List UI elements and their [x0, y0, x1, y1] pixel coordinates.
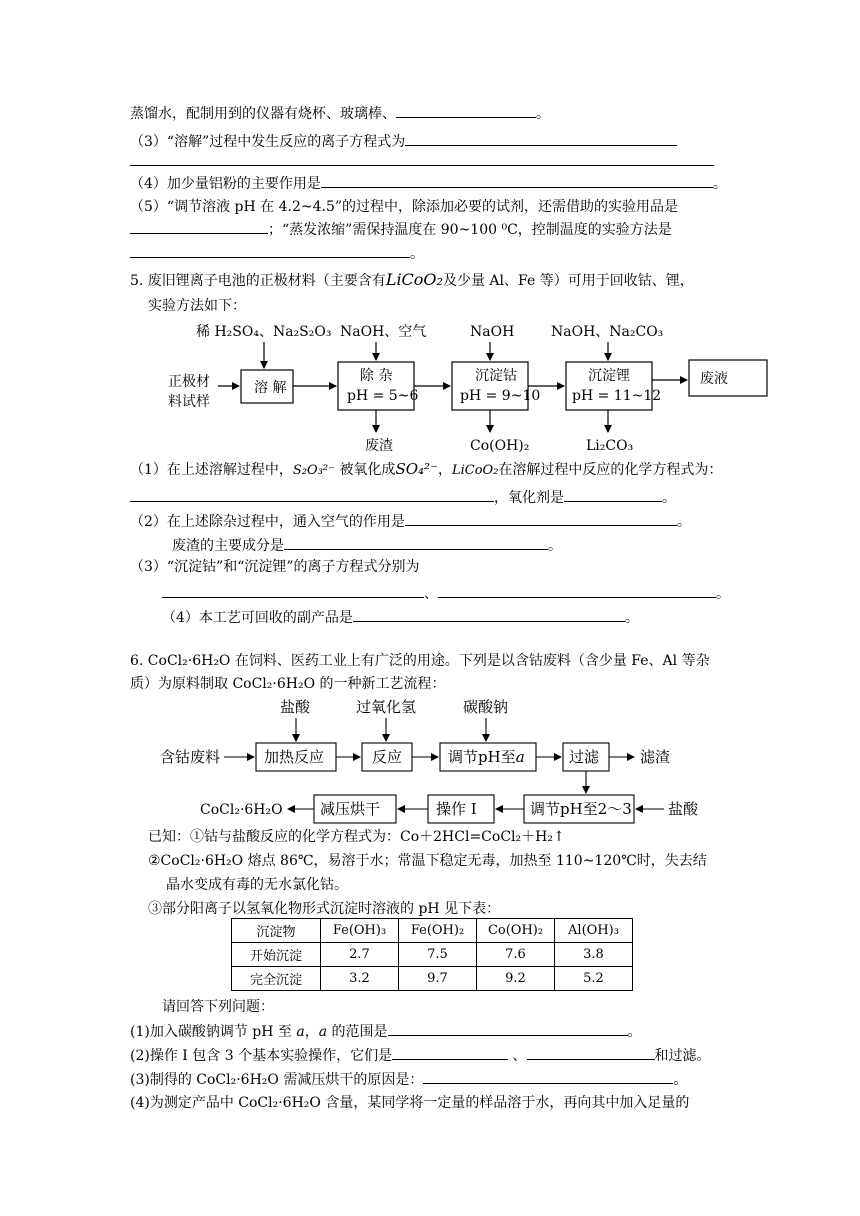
punct: 、: [512, 1048, 527, 1064]
punct: 。: [712, 176, 727, 192]
table-row: [232, 943, 633, 967]
q4-line1-text: 蒸馏水，配制用到的仪器有烧杯、玻璃棒、: [130, 106, 396, 122]
table-header-cell: Co(OH)₂: [477, 919, 555, 943]
formula-licoo2: LiCoO₂: [385, 270, 443, 289]
q5-box-1-label: 溶 解: [254, 380, 287, 396]
table-cell: 完全沉淀: [232, 967, 321, 991]
q6-box-7-label: 调节pH至2～3: [530, 800, 632, 818]
table-row: [232, 967, 633, 991]
q6-product: CoCl₂·6H₂O: [200, 802, 283, 818]
q6-acid: 盐酸: [668, 800, 699, 818]
q6-box-2-label: 反应: [372, 748, 403, 766]
q5-intro-c: 实验方法如下：: [148, 298, 246, 314]
q5-reagent-3: NaOH: [470, 324, 515, 340]
punct: 。: [662, 490, 676, 506]
q6-q1-a: (1)加入碳酸钠调节 pH 至: [130, 1024, 292, 1040]
table-cell: 开始沉淀: [232, 943, 321, 967]
q5-box-3-label-b: pH = 9~10: [460, 388, 541, 404]
q6-box-5-label: 减压烘干: [320, 800, 381, 818]
q4-part4-text: （4）加少量铝粉的主要作用是: [130, 176, 321, 192]
q6-q1: [130, 1022, 642, 1041]
q5-product-1: 废渣: [365, 438, 393, 454]
answer-blank[interactable]: [388, 1022, 628, 1036]
q4-part3-text: （3）“溶解”过程中发生反应的离子方程式为: [130, 134, 406, 150]
q5-product-2: Co(OH)₂: [470, 438, 530, 454]
q6-q1-c: 的范围是: [331, 1024, 388, 1040]
q5-input-2: 料试样: [168, 394, 210, 410]
table-cell: 7.6: [477, 943, 555, 967]
punct: 。: [627, 1024, 642, 1040]
q5-reagent-4: NaOH、Na₂CO₃: [551, 324, 664, 340]
q6-q2: [130, 1046, 711, 1065]
punct: ，: [304, 1024, 319, 1040]
formula-licoo2: LiCoO₂: [451, 463, 499, 478]
q6-box-3-label: [448, 748, 525, 766]
q4-part5a-text: （5）“调节溶液 pH 在 4.2~4.5”的过程中，除添加必要的试剂，还需借助的实验用品是: [130, 199, 679, 215]
table-header-row: [232, 919, 633, 943]
punct: 。: [536, 106, 550, 122]
punct: 、: [424, 586, 438, 602]
table-cell: 2.7: [321, 943, 399, 967]
punct: ，: [437, 462, 452, 478]
q6-reagent-1: 盐酸: [280, 698, 311, 716]
q5-part1-a: （1）在上述溶解过程中，: [130, 462, 293, 478]
q4-part5b-text: ；“蒸发浓缩”需保持温度在 90~100 ⁰C，控制温度的实验方法是: [268, 222, 672, 238]
q5-reagent-1: 稀 H₂SO₄、Na₂S₂O₃: [196, 324, 332, 340]
q6-intro-a: 6. CoCl₂·6H₂O 在饲料、医药工业上有广泛的用途。下列是以含钴废料（含少量 Fe、Al 等杂: [130, 653, 710, 669]
q6-known-1: 已知：①钴与盐酸反应的化学方程式为：Co＋2HCl=CoCl₂＋H₂↑: [148, 829, 565, 845]
q5-box-2-label-b: pH = 5~6: [347, 388, 419, 404]
table-cell: 3.2: [321, 967, 399, 991]
q5-part1-d: 在溶解过程中反应的化学方程式为：: [498, 462, 723, 478]
table-cell: 7.5: [399, 943, 477, 967]
q6-box-3-text: 调节pH至: [448, 748, 516, 766]
q5-part2-b: 废渣的主要成分是: [172, 538, 284, 554]
q6-intro-b: 质）为原料制取 CoCl₂·6H₂O 的一种新工艺流程：: [130, 676, 446, 692]
q5-part1-e: ，氧化剂是: [494, 490, 564, 506]
q5-part2-a: （2）在上述除杂过程中，通入空气的作用是: [130, 514, 405, 530]
q6-ask: 请回答下列问题：: [162, 999, 274, 1015]
q6-q2-a: (2)操作 I 包含 3 个基本实验操作，它们是: [130, 1048, 393, 1064]
q6-box-6-label: 操作 I: [436, 800, 477, 818]
q6-reagent-3: 碳酸钠: [463, 698, 509, 716]
q5-box-5-label: 废液: [700, 371, 728, 387]
var-a: a: [515, 748, 525, 766]
q5-intro-b: 及少量 Al、Fe 等）可用于回收钴、锂，: [442, 273, 694, 289]
q6-q4: (4)为测定产品中 CoCl₂·6H₂O 含量，某同学将一定量的样品溶于水，再向其中加入足量的: [130, 1095, 690, 1111]
q6-q2-b: 和过滤。: [654, 1048, 711, 1064]
table-header-cell: 沉淀物: [232, 919, 321, 943]
punct: 。: [716, 586, 730, 602]
ion-thiosulfate: S₂O₃²⁻: [292, 463, 335, 478]
table-cell: 9.2: [477, 967, 555, 991]
q5-box-4-label-b: pH = 11~12: [572, 388, 662, 404]
punct: 。: [410, 246, 424, 262]
q6-residue: 滤渣: [640, 748, 671, 766]
table-cell: 5.2: [555, 967, 633, 991]
q5-intro-a: 5. 废旧锂离子电池的正极材料（主要含有: [130, 273, 386, 289]
answer-blank[interactable]: [423, 1070, 673, 1084]
table-header-cell: Al(OH)₃: [555, 919, 633, 943]
ion-sulfate: SO₄²⁻: [395, 460, 438, 478]
q5-part4-text: （4）本工艺可回收的副产品是: [162, 610, 353, 626]
q5-input-1: 正极材: [168, 374, 210, 390]
var-a: a: [296, 1024, 305, 1040]
q6-box-4-label: 过滤: [569, 748, 600, 766]
table-header-cell: Fe(OH)₂: [399, 919, 477, 943]
table-header-cell: Fe(OH)₃: [321, 919, 399, 943]
answer-blank[interactable]: [527, 1046, 655, 1060]
q6-q3-a: (3)制得的 CoCl₂·6H₂O 需减压烘干的原因是：: [130, 1072, 424, 1088]
q5-reagent-2: NaOH、空气: [340, 324, 427, 340]
answer-blank[interactable]: [392, 1046, 508, 1060]
table-cell: 3.8: [555, 943, 633, 967]
punct: 。: [673, 1072, 688, 1088]
punct: 。: [676, 514, 691, 530]
q5-part1-b: 被氧化成: [339, 462, 396, 478]
q6-q3: [130, 1070, 687, 1089]
table-cell: 9.7: [399, 967, 477, 991]
q5-box-3-label-a: 沉淀钴: [475, 368, 517, 384]
q6-known-3: ③部分阳离子以氢氧化物形式沉淀时溶液的 pH 见下表：: [148, 901, 501, 917]
q5-box-2-label-a: 除 杂: [360, 368, 393, 384]
q5-product-3: Li₂CO₃: [586, 438, 634, 454]
q5-box-4-label-a: 沉淀锂: [588, 368, 630, 384]
ph-table: [231, 918, 633, 991]
q6-known-2a: ②CoCl₂·6H₂O 熔点 86℃，易溶于水；常温下稳定无毒，加热至 110~120℃时，失去结: [148, 853, 707, 869]
q6-start: 含钴废料: [160, 748, 221, 766]
punct: 。: [548, 538, 562, 554]
q5-part3: （3）“沉淀钴”和“沉淀锂”的离子方程式分别为: [130, 559, 420, 575]
punct: 。: [624, 610, 639, 626]
q6-box-1-label: 加热反应: [264, 748, 325, 766]
q6-reagent-2: 过氧化氢: [356, 698, 417, 716]
var-a: a: [318, 1024, 328, 1040]
q6-known-2b: 晶水变成有毒的无水氯化钴。: [166, 877, 348, 893]
